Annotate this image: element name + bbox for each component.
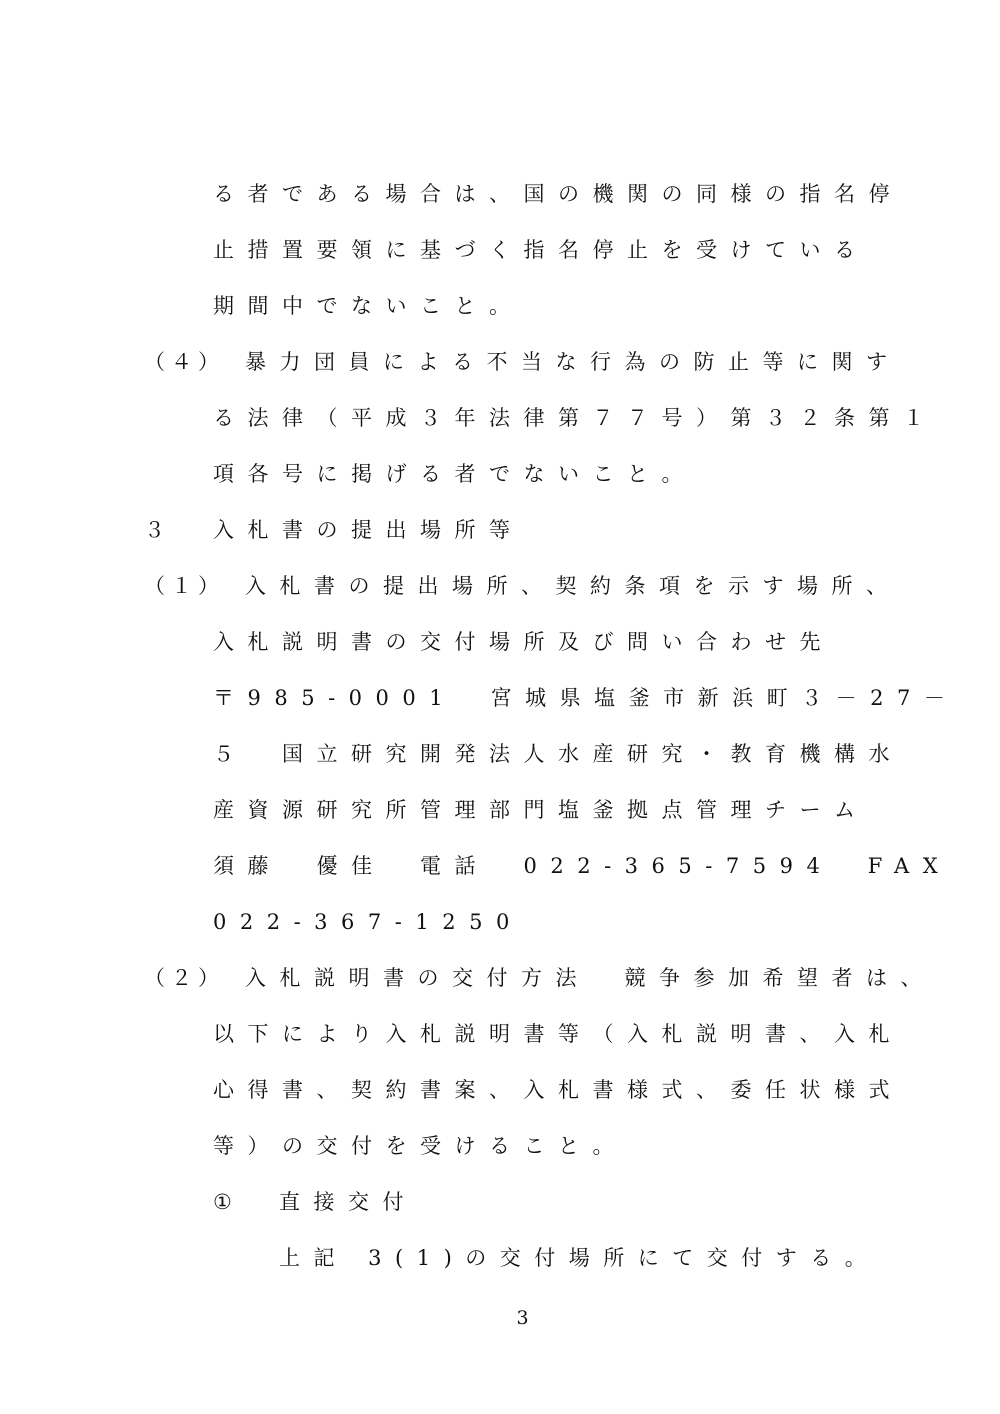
contact-line: 須藤 優佳 電話 022-365-7594 FAX: [213, 854, 952, 878]
subheading: 直接交付: [279, 1190, 417, 1214]
text-line: 期間中でないこと。: [213, 294, 524, 318]
address-line: 産資源研究所管理部門塩釜拠点管理チーム: [213, 798, 869, 822]
text-line: る者である場合は、国の機関の同様の指名停: [213, 182, 903, 206]
text-line: 止措置要領に基づく指名停止を受けている: [213, 238, 869, 262]
section-number-3: ３: [144, 518, 171, 542]
circled-number-1: ①: [213, 1190, 238, 1214]
text-line: 項各号に掲げる者でないこと。: [213, 462, 696, 486]
text-line: 入札説明書の交付方法 競争参加希望者は、: [245, 966, 935, 990]
address-line: 〒985-0001 宮城県塩釜市新浜町３－27－: [213, 686, 959, 710]
text-line: 以下により入札説明書等（入札説明書、入札: [213, 1022, 903, 1046]
page-number: 3: [516, 1307, 529, 1329]
item-number-2: （２）: [144, 966, 225, 990]
text-line: 上記 3(1)の交付場所にて交付する。: [279, 1246, 880, 1270]
item-number-4: （４）: [144, 350, 225, 374]
text-line: 等）の交付を受けること。: [213, 1134, 627, 1158]
text-line: 入札説明書の交付場所及び問い合わせ先: [213, 630, 834, 654]
address-line: ５ 国立研究開発法人水産研究・教育機構水: [213, 742, 903, 766]
text-line: 暴力団員による不当な行為の防止等に関す: [245, 350, 901, 374]
fax-number: 022-367-1250: [213, 910, 523, 934]
text-line: 心得書、契約書案、入札書様式、委任状様式: [213, 1078, 903, 1102]
section-heading: 入札書の提出場所等: [213, 518, 524, 542]
item-number-1: （１）: [144, 574, 225, 598]
text-line: る法律（平成３年法律第７７号）第３２条第１: [213, 406, 938, 430]
text-line: 入札書の提出場所、契約条項を示す場所、: [245, 574, 901, 598]
